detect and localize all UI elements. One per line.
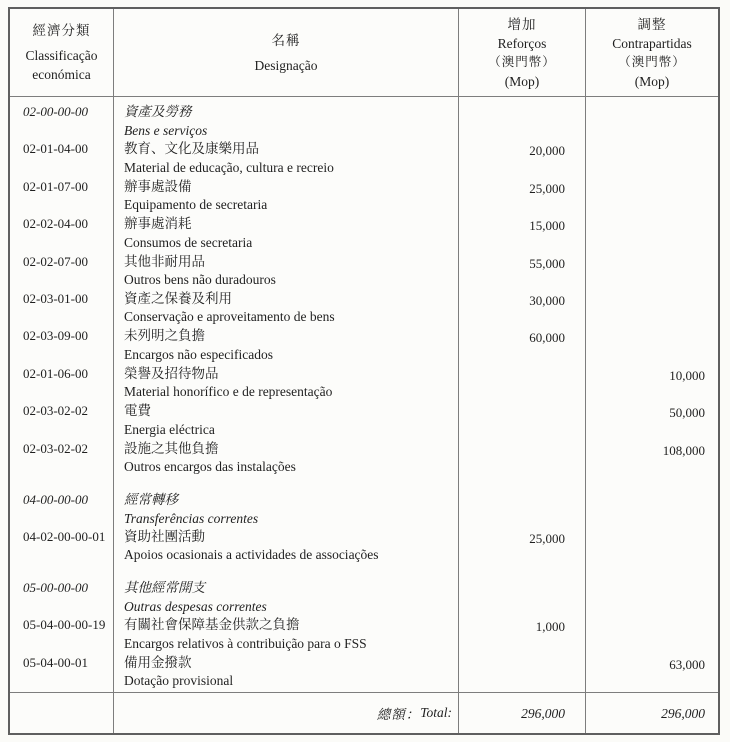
row-code: 02-03-09-00	[23, 328, 88, 344]
row-designation-pt: Material honorífico e de representação	[124, 384, 333, 400]
table-row	[10, 363, 718, 400]
row-counterparts-value	[585, 614, 718, 653]
total-row	[10, 692, 718, 733]
header-reinforcements	[458, 9, 585, 96]
row-reinforcements-value: 30,000	[458, 288, 585, 327]
total-empty-cell	[10, 693, 113, 733]
row-counterparts-value	[585, 251, 718, 290]
row-counterparts-value	[585, 563, 718, 616]
row-designation	[113, 288, 458, 327]
row-designation-zh: 電費	[124, 403, 151, 419]
row-designation-zh: 經常轉移	[124, 492, 178, 508]
table-header	[10, 9, 718, 97]
table-row	[10, 97, 718, 138]
row-designation-pt: Consumos de secretaria	[124, 234, 253, 250]
row-designation-zh: 榮譽及招待物品	[124, 365, 219, 381]
total-label	[113, 693, 458, 733]
row-counterparts-value	[585, 288, 718, 327]
row-code: 04-02-00-00-01	[23, 528, 106, 544]
row-counterparts-value	[585, 213, 718, 252]
row-code: 02-03-01-00	[23, 290, 88, 306]
row-code: 02-01-07-00	[23, 178, 88, 194]
header-col4-zh: 調整	[637, 16, 667, 32]
row-reinforcements-value: 20,000	[458, 138, 585, 177]
row-reinforcements-value	[458, 363, 585, 402]
row-reinforcements-value	[458, 475, 585, 528]
header-col4-unit: (Mop)	[634, 73, 670, 89]
table-row	[10, 563, 718, 614]
row-designation-pt: Outros bens não duradouros	[124, 272, 276, 288]
row-code: 05-04-00-00-19	[23, 617, 106, 633]
row-reinforcements-value: 55,000	[458, 251, 585, 290]
row-code: 02-02-07-00	[23, 253, 88, 269]
table-row	[10, 526, 718, 563]
header-col1-zh: 經濟分類	[32, 23, 91, 38]
row-designation-pt: Material de educação, cultura e recreio	[124, 159, 334, 175]
row-counterparts-value	[585, 138, 718, 177]
row-counterparts-value: 108,000	[585, 438, 718, 477]
row-designation	[113, 176, 458, 215]
row-code: 05-00-00-00	[23, 580, 88, 596]
header-col3-pt: Reforços	[497, 35, 547, 51]
row-reinforcements-value: 25,000	[458, 176, 585, 215]
row-code: 02-00-00-00	[23, 104, 88, 119]
table-row	[10, 251, 718, 288]
row-code: 02-03-02-02	[23, 440, 88, 456]
row-designation	[113, 563, 458, 616]
header-col1-pt: Classificação económica	[25, 48, 98, 82]
row-designation	[113, 400, 458, 439]
table-body	[10, 97, 718, 692]
header-col3-unit: (Mop)	[504, 73, 540, 89]
row-designation-zh: 教育、文化及康樂用品	[124, 141, 259, 157]
row-designation-pt: Conservação e aproveitamento de bens	[124, 309, 335, 325]
row-designation-zh: 未列明之負擔	[124, 328, 205, 344]
budget-table	[8, 7, 720, 735]
row-code: 02-01-06-00	[23, 365, 88, 381]
total-counterparts-value: 296,000	[585, 693, 718, 733]
row-designation-zh: 備用金撥款	[124, 654, 192, 670]
header-col4-currency: （澳門幣）	[618, 54, 686, 69]
table-row	[10, 176, 718, 213]
table-row	[10, 325, 718, 362]
row-designation-pt: Encargos relativos à contribuição para o FSS	[124, 635, 367, 651]
row-code: 05-04-00-01	[23, 654, 88, 670]
row-reinforcements-value	[458, 97, 585, 140]
header-row	[10, 9, 718, 97]
row-code: 02-02-04-00	[23, 216, 88, 232]
row-designation-pt: Outras despesas correntes	[124, 598, 267, 614]
total-label-pt: Total:	[420, 705, 452, 720]
total-reinforcements-value: 296,000	[458, 693, 585, 733]
row-reinforcements-value: 1,000	[458, 614, 585, 653]
row-reinforcements-value	[458, 400, 585, 439]
row-designation-zh: 辦事處消耗	[124, 216, 192, 232]
header-counterparts	[585, 9, 718, 96]
header-designation	[113, 9, 458, 96]
header-col3-zh: 增加	[507, 16, 537, 32]
header-economic-classification	[10, 9, 113, 96]
row-designation-zh: 辦事處設備	[124, 178, 192, 194]
row-reinforcements-value	[458, 563, 585, 616]
header-col2-zh: 名稱	[271, 32, 301, 48]
table-row	[10, 213, 718, 250]
row-reinforcements-value: 25,000	[458, 526, 585, 565]
table-footer	[10, 692, 718, 733]
table-row	[10, 475, 718, 526]
row-designation-zh: 其他經常開支	[124, 580, 205, 596]
table-row	[10, 138, 718, 175]
row-designation	[113, 614, 458, 653]
row-counterparts-value: 63,000	[585, 652, 718, 691]
header-col2-pt: Designação	[254, 57, 318, 73]
row-designation	[113, 97, 458, 140]
row-code: 02-03-02-02	[23, 403, 88, 419]
row-designation-pt: Encargos não especificados	[124, 346, 273, 362]
row-designation	[113, 475, 458, 528]
row-counterparts-value	[585, 97, 718, 140]
row-designation	[113, 138, 458, 177]
row-designation	[113, 652, 458, 691]
row-counterparts-value	[585, 475, 718, 528]
row-designation	[113, 526, 458, 565]
row-counterparts-value	[585, 325, 718, 364]
row-designation-pt: Dotação provisional	[124, 673, 234, 689]
row-counterparts-value: 10,000	[585, 363, 718, 402]
row-reinforcements-value: 60,000	[458, 325, 585, 364]
row-counterparts-value	[585, 176, 718, 215]
table-row	[10, 400, 718, 437]
header-col4-pt: Contrapartidas	[612, 35, 692, 51]
row-designation-pt: Apoios ocasionais a actividades de associações	[124, 547, 379, 563]
row-designation	[113, 438, 458, 477]
row-counterparts-value	[585, 526, 718, 565]
row-code: 04-00-00-00	[23, 492, 88, 508]
row-designation-pt: Bens e serviços	[124, 122, 208, 138]
table-row	[10, 438, 718, 475]
row-designation	[113, 213, 458, 252]
row-counterparts-value: 50,000	[585, 400, 718, 439]
row-designation-zh: 資助社團活動	[124, 528, 205, 544]
total-label-zh: 總額：	[376, 707, 421, 722]
table-row	[10, 614, 718, 651]
row-designation-zh: 設施之其他負擔	[124, 440, 219, 456]
row-reinforcements-value	[458, 438, 585, 477]
row-reinforcements-value	[458, 652, 585, 691]
row-designation-pt: Transferências correntes	[124, 510, 259, 526]
table-row	[10, 652, 718, 689]
row-reinforcements-value: 15,000	[458, 213, 585, 252]
row-designation	[113, 325, 458, 364]
row-designation-zh: 資產之保養及利用	[124, 290, 232, 306]
header-col3-currency: （澳門幣）	[488, 54, 556, 69]
row-designation-pt: Equipamento de secretaria	[124, 197, 268, 213]
table-row	[10, 288, 718, 325]
row-designation-zh: 資產及勞務	[124, 104, 192, 119]
row-designation-pt: Outros encargos das instalações	[124, 459, 296, 475]
row-designation-pt: Energia eléctrica	[124, 421, 215, 437]
row-designation-zh: 其他非耐用品	[124, 253, 205, 269]
row-code: 02-01-04-00	[23, 141, 88, 157]
row-designation	[113, 251, 458, 290]
row-designation	[113, 363, 458, 402]
row-designation-zh: 有關社會保障基金供款之負擔	[124, 617, 300, 633]
